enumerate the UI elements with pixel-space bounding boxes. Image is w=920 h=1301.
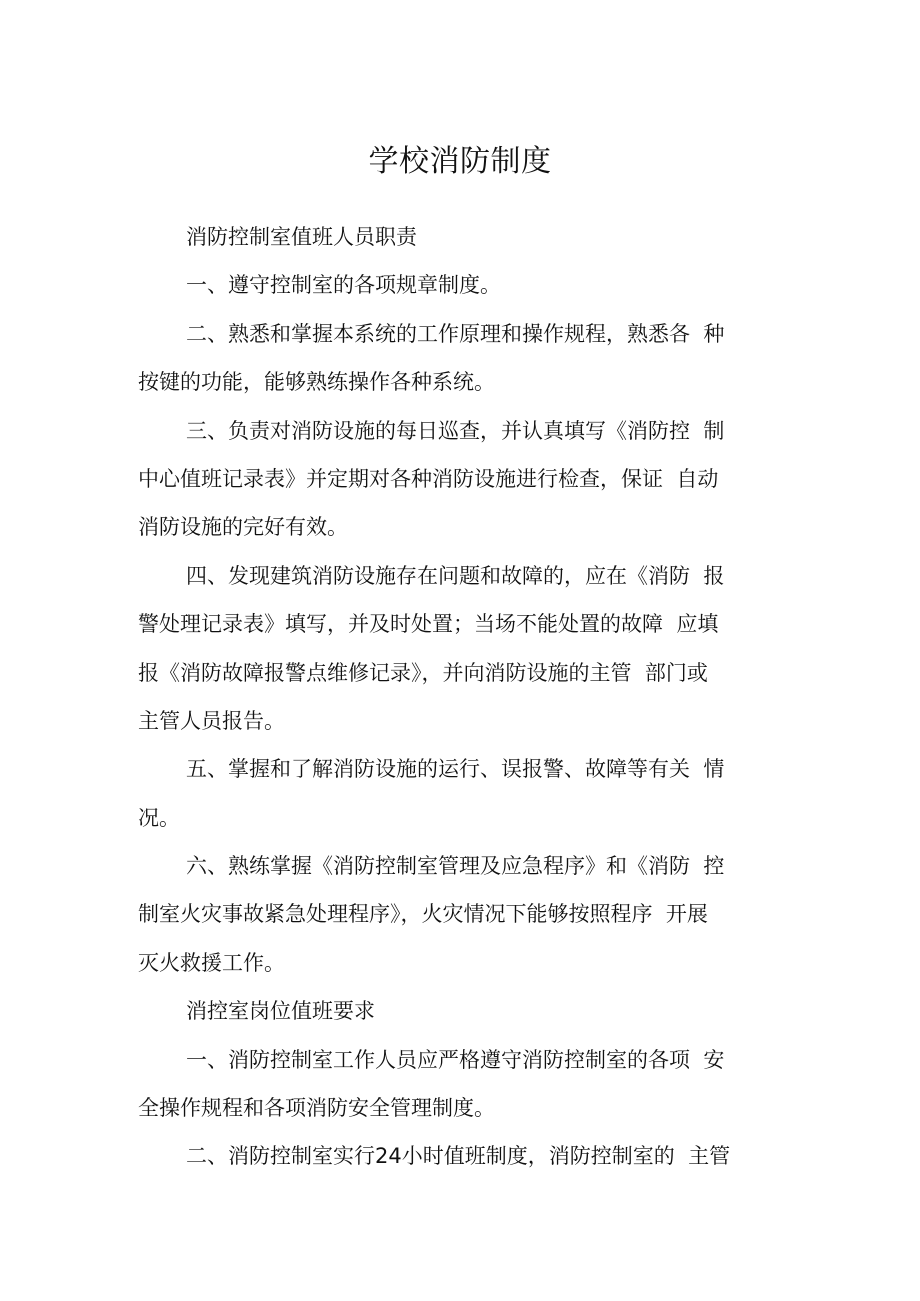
requirement-item-2-line-1: 二、消防控制室实行24小时值班制度，消防控制室的 主管	[186, 1144, 731, 1169]
duty-item-3-line-2: 中心值班记录表》并定期对各种消防设施进行检查，保证 自动	[138, 466, 719, 491]
duty-item-3-line-3: 消防设施的完好有效。	[138, 515, 348, 540]
duty-item-4-line-3: 报《消防故障报警点维修记录》，并向消防设施的主管 部门或	[138, 660, 708, 685]
section-heading-duty: 消防控制室值班人员职责	[186, 225, 417, 249]
document-title: 学校消防制度	[368, 144, 552, 179]
document-body	[138, 213, 788, 1181]
duty-item-6-line-3: 灭火救援工作。	[138, 950, 285, 975]
duty-item-6-line-2: 制室火灾事故紧急处理程序》，火灾情况下能够按照程序 开展	[138, 902, 708, 927]
duty-item-5-line-1: 五、掌握和了解消防设施的运行、误报警、故障等有关 情	[186, 757, 725, 782]
requirement-item-1-line-2: 全操作规程和各项消防安全管理制度。	[138, 1096, 495, 1121]
duty-item-4-line-2: 警处理记录表》填写，并及时处置；当场不能处置的故障 应填	[138, 612, 719, 637]
duty-item-4-line-1: 四、发现建筑消防设施存在问题和故障的，应在《消防 报	[186, 563, 725, 588]
duty-item-2-line-2: 按键的功能，能够熟练操作各种系统。	[138, 370, 495, 395]
duty-item-6-line-1: 六、熟练掌握《消防控制室管理及应急程序》和《消防 控	[186, 854, 725, 879]
requirement-item-1-line-1: 一、消防控制室工作人员应严格遵守消防控制室的各项 安	[186, 1047, 725, 1072]
duty-item-5-line-2: 况。	[138, 805, 180, 830]
duty-item-1: 一、遵守控制室的各项规章制度。	[186, 273, 501, 298]
section-heading-requirements: 消控室岗位值班要求	[186, 999, 375, 1024]
duty-item-2-line-1: 二、熟悉和掌握本系统的工作原理和操作规程，熟悉各 种	[186, 321, 725, 346]
duty-item-4-line-4: 主管人员报告。	[138, 708, 285, 733]
duty-item-3-line-1: 三、负责对消防设施的每日巡查，并认真填写《消防控 制	[186, 418, 725, 443]
